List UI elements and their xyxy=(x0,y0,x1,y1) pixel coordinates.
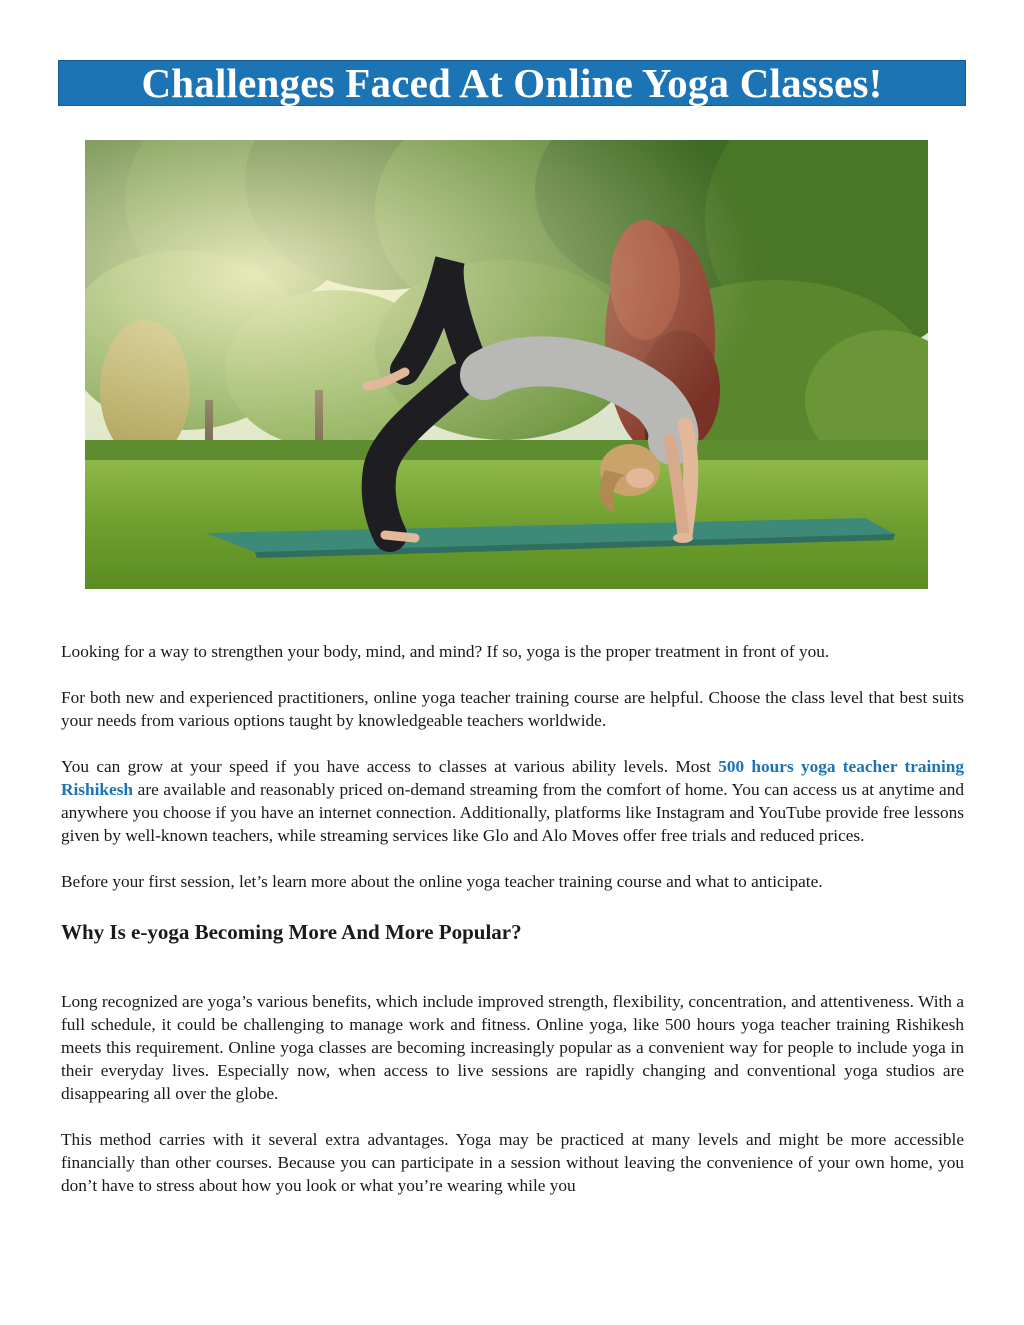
paragraph-speed-end: are available and reasonably priced on-demand streaming from the comfort of home. You can access us at anytime and anywhere you choose if you have an internet connection. Additionally, platforms like Instagram and YouTube provide free lessons given by well-known teachers, while streaming services like Glo and Alo Moves offer free trials and reduced prices. xyxy=(61,780,964,845)
paragraph-speed-start: You can grow at your speed if you have access to classes at various ability levels. Most xyxy=(61,757,719,776)
paragraph-before-session: Before your first session, let’s learn more about the online yoga teacher training course and what to anticipate. xyxy=(61,872,823,891)
title-banner xyxy=(58,60,966,106)
paragraph-advantages: This method carries with it several extra advantages. Yoga may be practiced at many levels and might be more accessible financially than other courses. Because you can participate in a session without leaving the convenience of your own home, you don’t have to stress about how you look or what you’re wearing while you xyxy=(61,1130,964,1195)
hero-image xyxy=(85,140,928,589)
article-body xyxy=(61,640,964,1197)
section-heading: Why Is e-yoga Becoming More And More Popular? xyxy=(61,920,522,944)
yoga-photo xyxy=(85,140,928,589)
paragraph-intro: Looking for a way to strengthen your body, mind, and mind? If so, yoga is the proper treatment in front of you. xyxy=(61,642,830,661)
paragraph-speed xyxy=(61,755,964,847)
paragraph-benefits: Long recognized are yoga’s various benefits, which include improved strength, flexibility, concentration, and attentiveness. With a full schedule, it could be challenging to manage work and fitness. Online yoga, like 500 hours yoga teacher training Rishikesh meets this requirement. Online yoga classes are becoming increasingly popular as a convenient way for people to include yoga in their everyday lives. Especially now, when access to live sessions are rapidly changing and conventional yoga studios are disappearing all over the globe. xyxy=(61,992,964,1103)
paragraph-practitioners: For both new and experienced practitioners, online yoga teacher training course are helpful. Choose the class level that best suits your needs from various options taught by knowledgeable teachers worldwide. xyxy=(61,688,964,730)
training-link[interactable]: 500 hours yoga teacher training Rishikesh xyxy=(61,757,964,799)
page-title: Challenges Faced At Online Yoga Classes! xyxy=(141,59,883,106)
